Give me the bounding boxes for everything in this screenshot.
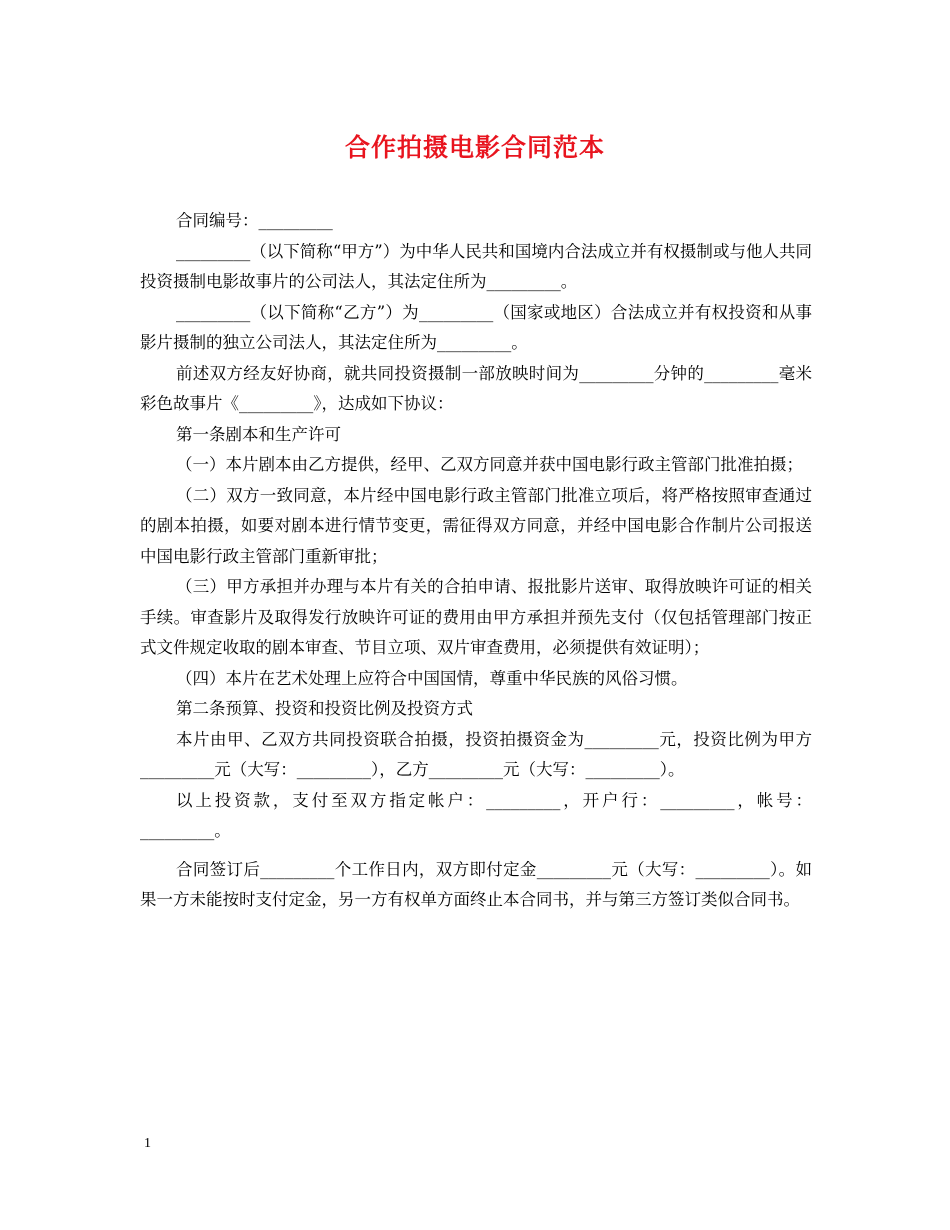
contract-body (140, 206, 812, 916)
preamble-paragraph: 前述双方经友好协商，就共同投资摄制一部放映时间为_________分钟的_________毫米彩色故事片《_________》，达成如下协议： (140, 363, 812, 413)
deposit-paragraph: 合同签订后_________个工作日内，双方即付定金_________元（大写：_________）。如果一方未能按时支付定金，另一方有权单方面终止本合同书，并与第三方签订类似合同书。 (140, 859, 812, 909)
investment-paragraph: 本片由甲、乙双方共同投资联合拍摄，投资拍摄资金为_________元，投资比例为甲方_________元（大写：_________），乙方_________元（大写：_________）。 (140, 729, 812, 779)
article-1-heading: 第一条剧本和生产许可 (176, 424, 341, 444)
article-1-clause-1: （一）本片剧本由乙方提供，经甲、乙双方同意并获中国电影行政主管部门批准拍摄； (176, 455, 803, 474)
article-1-clause-2: （二）双方一致同意，本片经中国电影行政主管部门批准立项后，将严格按照审查通过的剧本拍摄，如要对剧本进行情节变更，需征得双方同意，并经中国电影合作制片公司报送中国电影行政主管部门重新审批； (140, 485, 812, 566)
article-1-clause-3: （三）甲方承担并办理与本片有关的合拍申请、报批影片送审、取得放映许可证的相关手续。审查影片及取得发行放映许可证的费用由甲方承担并预先支付（仅包括管理部门按正式文件规定收取的剧本审查、节目立项、双片审查费用，必须提供有效证明）； (140, 577, 812, 657)
page-number: 1 (144, 1136, 151, 1151)
party-a-paragraph: _________（以下简称“甲方”）为中华人民共和国境内合法成立并有权摄制或与他人共同投资摄制电影故事片的公司法人，其法定住所为_________。 (140, 241, 812, 291)
article-2-heading: 第二条预算、投资和投资比例及投资方式 (176, 699, 473, 718)
party-b-paragraph: _________（以下简称“乙方”）为_________（国家或地区）合法成立并有权投资和从事影片摄制的独立公司法人，其法定住所为_________。 (140, 302, 812, 352)
paragraph-spacer (140, 847, 812, 855)
payment-account-paragraph: 以上投资款，支付至双方指定帐户：_________，开户行：_________，帐号：_________。 (140, 790, 812, 840)
article-1-clause-4: （四）本片在艺术处理上应符合中国国情，尊重中华民族的风俗习惯。 (176, 668, 688, 688)
contract-number-line: 合同编号：_________ (176, 211, 333, 230)
page-title: 合作拍摄电影合同范本 (344, 133, 605, 162)
